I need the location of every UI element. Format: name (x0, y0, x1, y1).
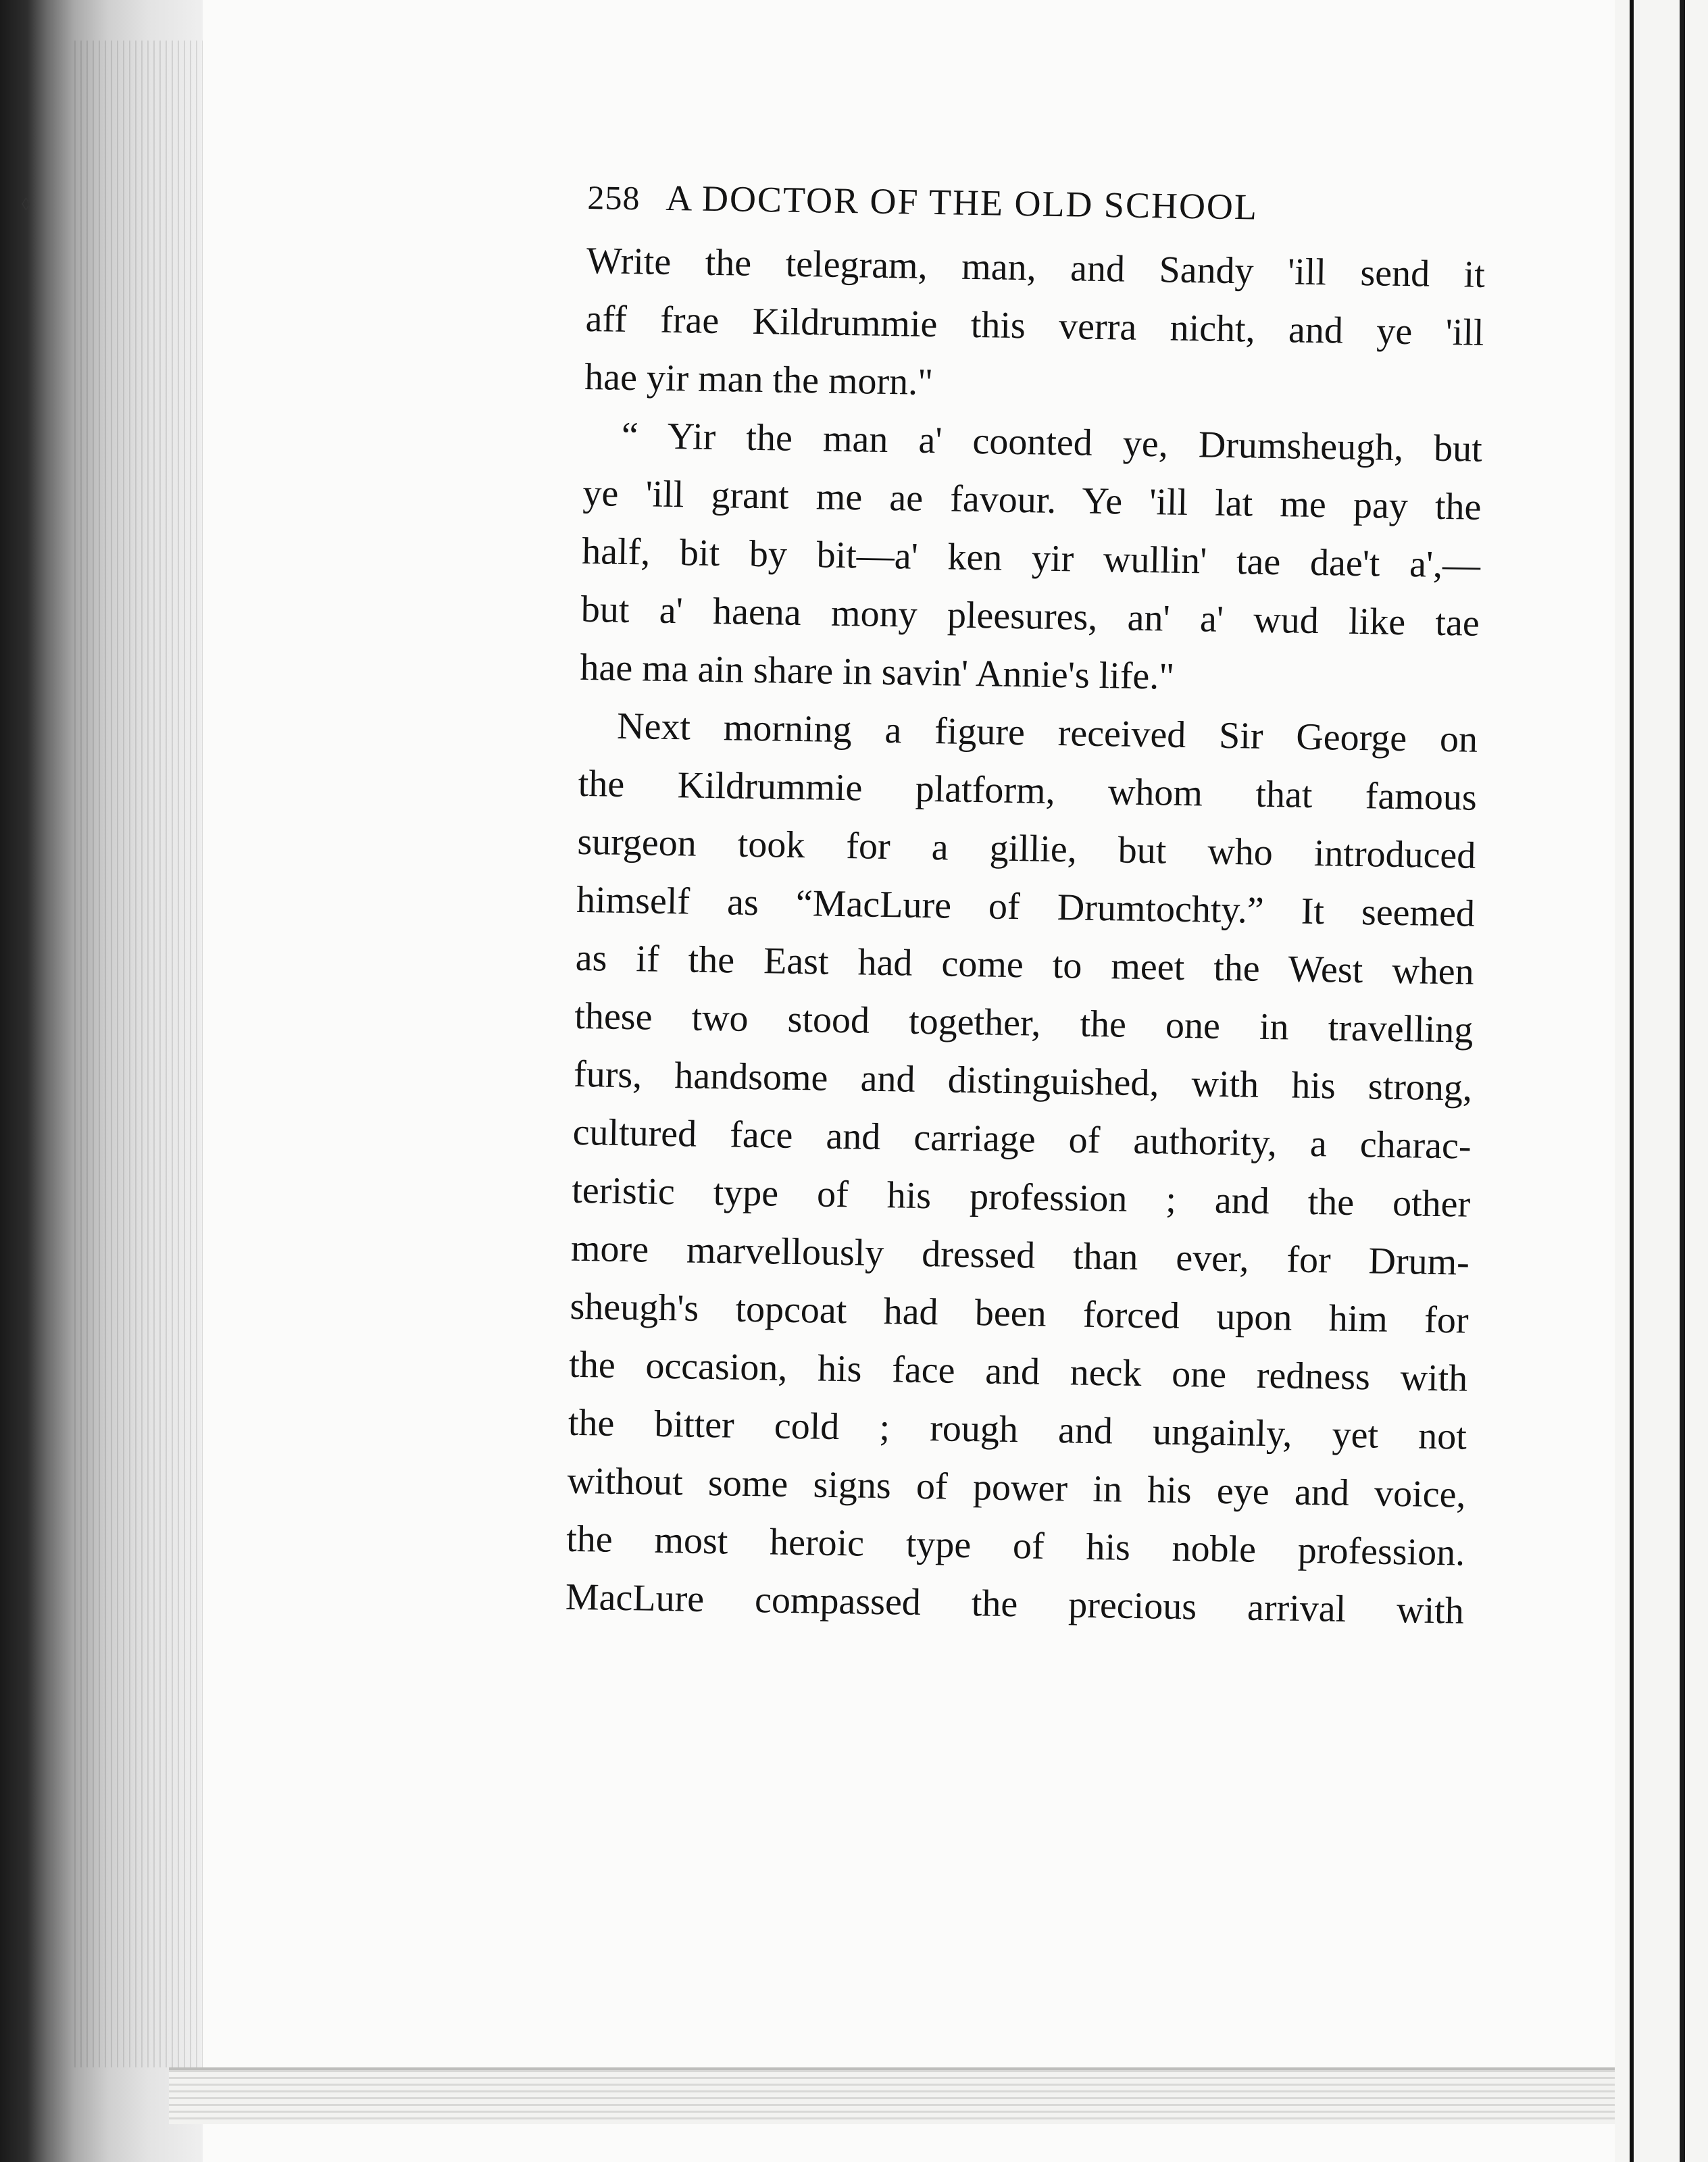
text-line: the Kildrummie platform, whom that famous (578, 762, 1478, 819)
right-margin (1615, 0, 1708, 2162)
text-line: hae ma ain share in savin' Annie's life." (580, 646, 1175, 698)
text-line: the most heroic type of his noble profession. (566, 1517, 1465, 1574)
text-line: Write the telegram, man, and Sandy 'ill send it (586, 239, 1486, 296)
text-line: himself as “MacLure of Drumtochty.” It seemed (576, 878, 1476, 935)
text-line: these two stood together, the one in travelling (574, 995, 1474, 1051)
page-number: 258 (587, 178, 640, 218)
text-line: as if the East had come to meet the West when (575, 936, 1475, 993)
scan-border-line-outer (1680, 0, 1685, 2162)
page-text-block (565, 174, 1486, 1640)
bottom-page-edges (169, 2067, 1622, 2124)
text-line: the occasion, his face and neck one redness with (568, 1343, 1468, 1400)
text-line: aff frae Kildrummie this verra nicht, and ye 'ill (585, 297, 1484, 354)
text-line: sheugh's topcoat had been forced upon him for (570, 1285, 1469, 1342)
text-line: “ Yir the man a' coonted ye, Drumsheugh, but (621, 414, 1483, 470)
text-line: more marvellously dressed than ever, for Drum- (570, 1227, 1470, 1284)
text-line: furs, handsome and distinguished, with his strong, (573, 1053, 1473, 1109)
book-spine-edge (0, 0, 203, 2162)
text-line: hae yir man the morn." (584, 355, 934, 404)
running-head-title: A DOCTOR OF THE OLD SCHOOL (665, 177, 1259, 228)
text-line: without some signs of power in his eye and voice, (567, 1459, 1466, 1516)
text-line: Next morning a figure received Sir George on (616, 705, 1478, 761)
text-line: surgeon took for a gillie, but who introduced (576, 820, 1476, 877)
page-edges-texture (74, 41, 203, 2067)
text-line: half, bit by bit—a' ken yir wullin' tae dae't a',— (581, 530, 1481, 586)
text-line: teristic type of his profession ; and the other (571, 1169, 1471, 1226)
text-line: cultured face and carriage of authority, a charac- (572, 1111, 1472, 1167)
text-line: ye 'ill grant me ae favour. Ye 'ill lat me pay the (582, 472, 1482, 528)
margin-mark-icon: ◊ (22, 195, 30, 214)
text-line: MacLure compassed the precious arrival with (565, 1576, 1465, 1632)
text-line: the bitter cold ; rough and ungainly, yet not (568, 1401, 1467, 1458)
scan-border-line (1630, 0, 1634, 2162)
text-line: but a' haena mony pleesures, an' a' wud like tae (580, 588, 1480, 645)
